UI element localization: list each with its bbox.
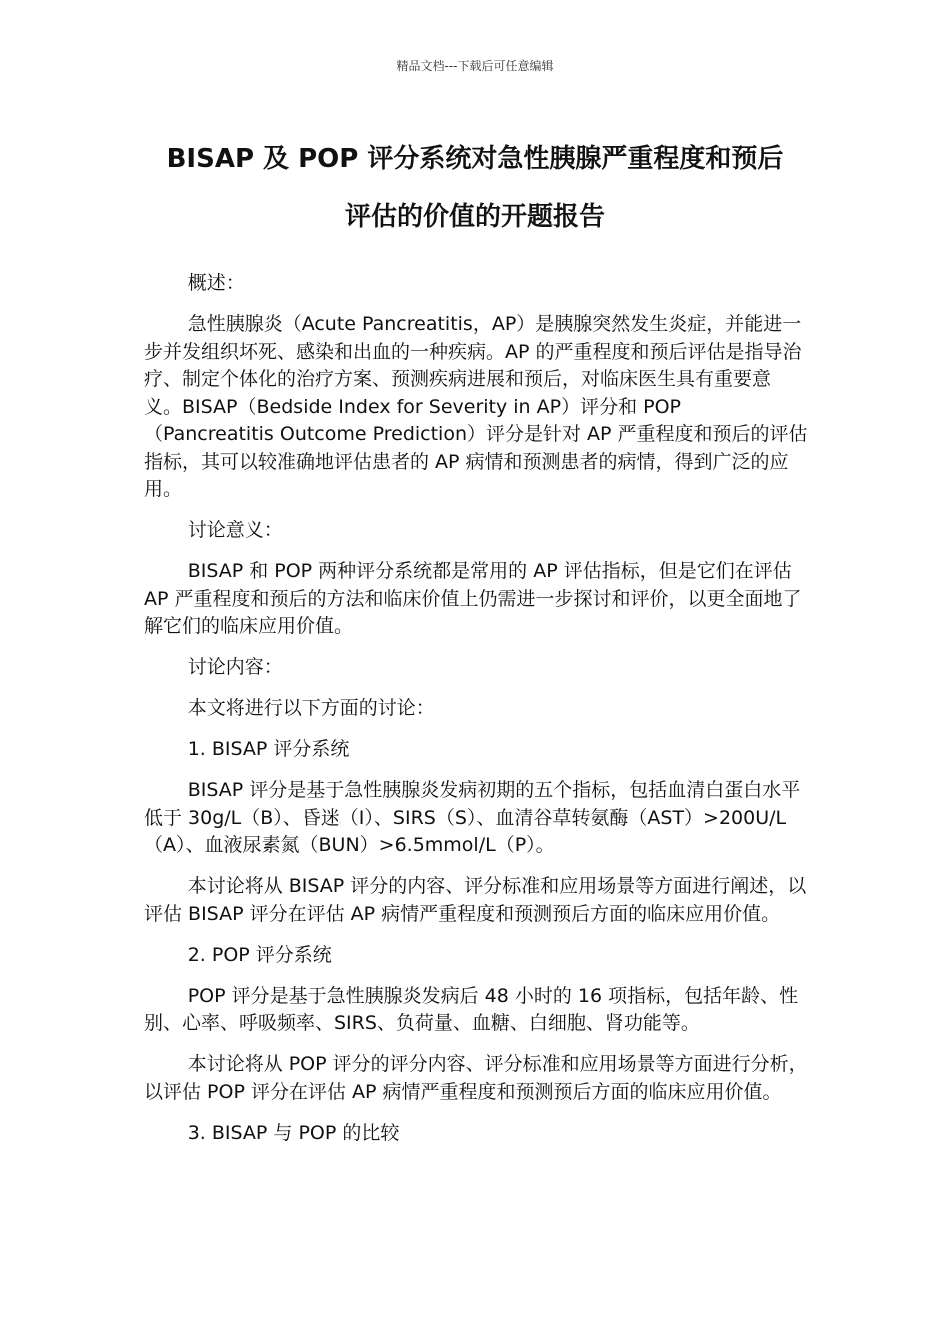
subheading-pop: 2. POP 评分系统 <box>187 943 332 966</box>
page-header: 精品文档---下载后可任意编辑 <box>396 59 554 73</box>
paragraph-bisap-discussion: 本讨论将从 BISAP 评分的内容、评分标准和应用场景等方面进行阐述，以评估 BISAP 评分在评估 AP 病情严重程度和预测预后方面的临床应用价值。 <box>144 875 807 925</box>
section-heading-overview: 概述： <box>187 272 245 294</box>
document-title-line-2: 评估的价值的开题报告 <box>344 202 605 232</box>
section-heading-significance: 讨论意义： <box>187 519 283 541</box>
paragraph-content-intro: 本文将进行以下方面的讨论： <box>187 697 435 719</box>
section-heading-content: 讨论内容： <box>187 656 283 678</box>
paragraph-pop-definition: POP 评分是基于急性胰腺炎发病后 48 小时的 16 项指标，包括年龄、性别、心率、呼吸频率、SIRS、负荷量、血糖、白细胞、肾功能等。 <box>144 984 799 1034</box>
paragraph-bisap-definition: BISAP 评分是基于急性胰腺炎发病初期的五个指标，包括血清白蛋白水平低于 30g/L（B）、昏迷（I）、SIRS（S）、血清谷草转氨酶（AST）>200U/L（A）、血液尿素氮（BUN）>6.5mmol/L（P）。 <box>144 779 801 856</box>
document-title-line-1: BISAP 及 POP 评分系统对急性胰腺严重程度和预后 <box>166 144 784 174</box>
paragraph-pop-discussion: 本讨论将从 POP 评分的评分内容、评分标准和应用场景等方面进行分析，以评估 POP 评分在评估 AP 病情严重程度和预测预后方面的临床应用价值。 <box>144 1053 808 1103</box>
document-body <box>144 270 808 1161</box>
paragraph-overview: 急性胰腺炎（Acute Pancreatitis，AP）是胰腺突然发生炎症，并能进一步并发组织坏死、感染和出血的一种疾病。AP 的严重程度和预后评估是指导治疗、制定个体化的治疗方案、预测疾病进展和预后，对临床医生具有重要意义。BISAP（Bedside Index for Severity in AP）评分和 POP（Pancreatitis Outcome Prediction）评分是针对 AP 严重程度和预后的评估指标，其可以较准确地评估患者的 AP 病情和预测患者的病情，得到广泛的应用。 <box>144 313 808 500</box>
paragraph-significance: BISAP 和 POP 两种评分系统都是常用的 AP 评估指标，但是它们在评估 AP 严重程度和预后的方法和临床价值上仍需进一步探讨和评价，以更全面地了解它们的临床应用价值。 <box>144 560 802 637</box>
subheading-bisap: 1. BISAP 评分系统 <box>187 738 350 760</box>
subheading-comparison: 3. BISAP 与 POP 的比较 <box>187 1121 400 1144</box>
